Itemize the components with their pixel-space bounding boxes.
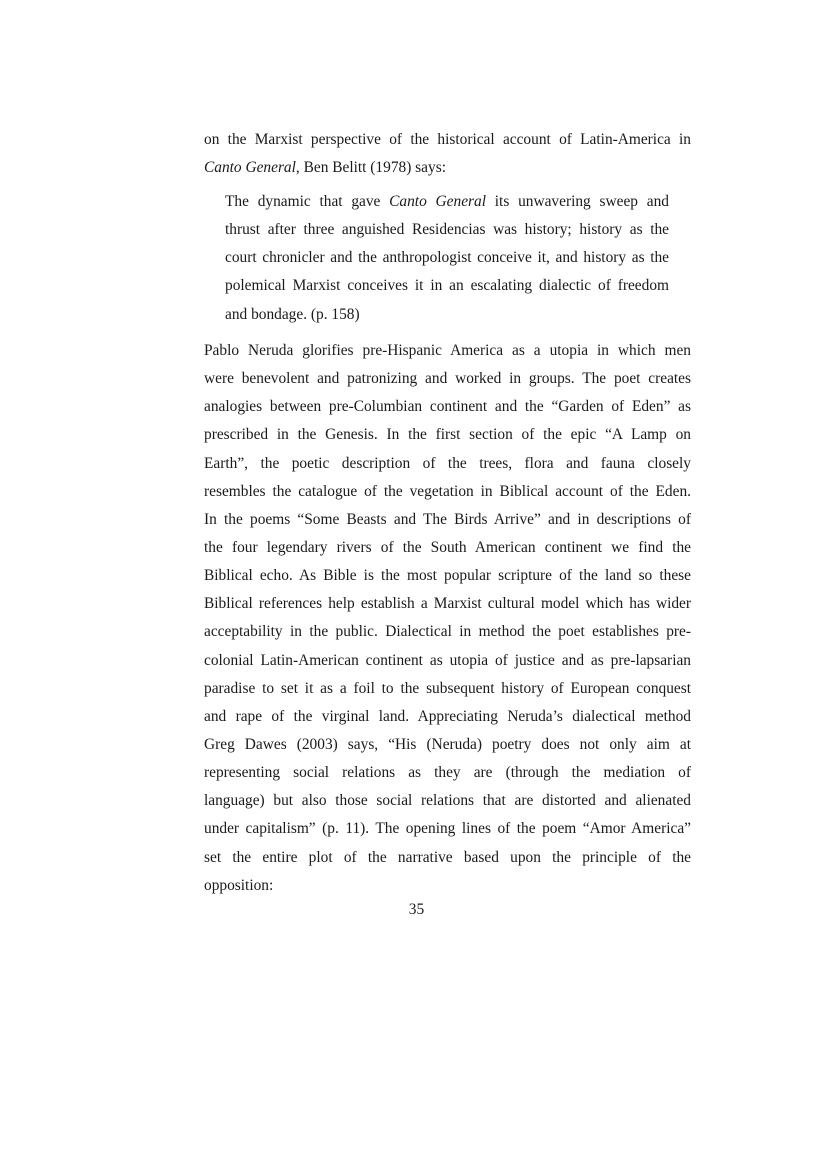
paragraph-line: set the entire plot of the narrative based upon the principle of the — [204, 848, 691, 866]
block-quote — [225, 188, 669, 329]
book-title-italic: Canto General — [204, 159, 296, 177]
paragraph-line: language) but also those social relations that are distorted and alienated — [204, 792, 691, 810]
quote-line-pre: The dynamic that gave — [225, 193, 390, 210]
body-paragraph — [204, 337, 691, 900]
intro-line: on the Marxist perspective of the historical account of Latin-America in — [204, 131, 691, 148]
paragraph-line: and rape of the virginal land. Appreciating Neruda’s dialectical method — [204, 707, 691, 725]
paragraph-line: resembles the catalogue of the vegetation in Biblical account of the Eden. — [204, 482, 691, 500]
paragraph-line: Biblical references help establish a Marxist cultural model which has wider — [204, 595, 691, 613]
page-number: 35 — [408, 901, 425, 918]
quote-line: polemical Marxist conceives it in an escalating dialectic of freedom — [225, 277, 669, 295]
paragraph-line: Greg Dawes (2003) says, “His (Neruda) poetry does not only aim at — [204, 735, 691, 753]
paragraph-line: Pablo Neruda glorifies pre-Hispanic America as a utopia in which men — [204, 342, 691, 359]
paragraph-line: Biblical echo. As Bible is the most popular scripture of the land so these — [204, 567, 691, 585]
paragraph-line: In the poems “Some Beasts and The Birds Arrive” and in descriptions of — [204, 510, 691, 528]
paragraph-line: opposition: — [204, 876, 274, 894]
paragraph-line: representing social relations as they are (through the mediation of — [204, 764, 691, 782]
quote-line: court chronicler and the anthropologist conceive it, and history as the — [225, 249, 669, 267]
quote-line: and bondage. (p. 158) — [225, 305, 360, 323]
paragraph-line: prescribed in the Genesis. In the first section of the epic “A Lamp on — [204, 426, 691, 444]
intro-line-rest: , Ben Belitt (1978) says: — [295, 159, 446, 177]
paragraph-line: paradise to set it as a foil to the subsequent history of European conquest — [204, 679, 691, 697]
paragraph-line: analogies between pre-Columbian continent and the “Garden of Eden” as — [204, 398, 691, 416]
book-title-italic: Canto General — [389, 193, 486, 210]
quote-line — [225, 188, 669, 216]
intro-paragraph — [204, 126, 691, 182]
quote-line: thrust after three anguished Residencias was history; history as the — [225, 221, 669, 239]
intro-line — [204, 154, 691, 182]
paragraph-line: were benevolent and patronizing and worked in groups. The poet creates — [204, 370, 691, 388]
paragraph-line: acceptability in the public. Dialectical in method the poet establishes pre- — [204, 623, 691, 641]
paragraph-line: colonial Latin-American continent as utopia of justice and as pre-lapsarian — [204, 651, 691, 669]
paragraph-line: the four legendary rivers of the South American continent we find the — [204, 538, 691, 556]
paragraph-line: Earth”, the poetic description of the trees, flora and fauna closely — [204, 454, 691, 472]
paragraph-line: under capitalism” (p. 11). The opening lines of the poem “Amor America” — [204, 820, 691, 838]
quote-line-post: its unwavering sweep and — [486, 193, 669, 210]
